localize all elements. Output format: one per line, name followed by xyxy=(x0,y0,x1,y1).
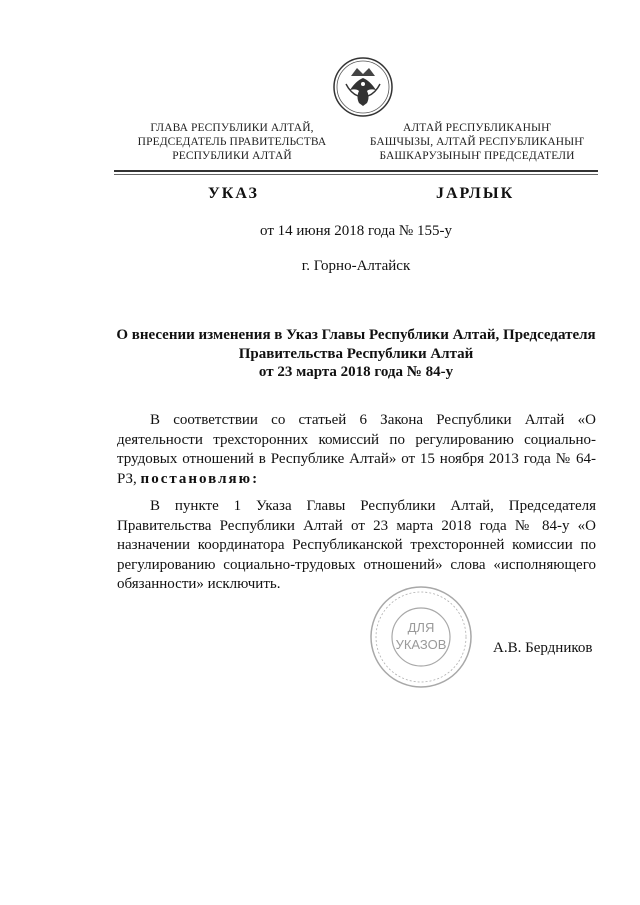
decree-title-line: от 23 марта 2018 года № 84-у xyxy=(258,364,454,380)
header-left-line: ПРЕДСЕДАТЕЛЬ ПРАВИТЕЛЬСТВА xyxy=(137,136,327,148)
header-right-line: БАШКАРУЗЫНЫҤ ПРЕДСЕДАТЕЛИ xyxy=(379,150,575,162)
decree-title-line: Правительства Республики Алтай xyxy=(238,345,474,362)
doc-type-altai: ЈАРЛЫК xyxy=(436,185,515,202)
stamp-seal xyxy=(369,585,473,689)
paragraph-preamble xyxy=(117,411,596,489)
decree-title xyxy=(100,326,612,382)
header-right-line: БАШЧЫЗЫ, АЛТАЙ РЕСПУБЛИКАНЫҤ xyxy=(369,136,585,148)
paragraph-main: В пункте 1 Указа Главы Республики Алтай, Председателя Правительства Республики Алтай от 23 марта 2018 года № 84-у «О назначении координатора Республиканской трехсторонней комиссии по регулированию социально-трудовых отношений» слова «исполняющего обязанности» исключить. xyxy=(117,498,596,592)
decree-city: г. Горно-Алтайск xyxy=(301,258,411,274)
header-left xyxy=(126,121,338,163)
stamp-line-2: УКАЗОВ xyxy=(395,637,447,652)
decree-date: от 14 июня 2018 года № 155-у xyxy=(260,223,452,239)
header-rule-thin xyxy=(114,174,598,175)
preamble-text: В соответствии со статьей 6 Закона Республики Алтай «О деятельности трехсторонних комиссий по регулированию социально-трудовых отношений в Республике Алтай» от 15 ноября 2013 года № 64-РЗ, xyxy=(117,412,596,487)
header-right-line: АЛТАЙ РЕСПУБЛИКАНЫҤ xyxy=(403,122,551,134)
resolution-word: постановляю: xyxy=(140,470,260,487)
emblem xyxy=(332,56,394,118)
decree-title-line: О внесении изменения в Указ Главы Республики Алтай, Председателя xyxy=(116,327,596,343)
signer-name: А.В. Бердников xyxy=(493,640,593,656)
header-right xyxy=(352,121,602,163)
header-left-line: ГЛАВА РЕСПУБЛИКИ АЛТАЙ, xyxy=(150,122,314,134)
doc-type-russian: УКАЗ xyxy=(208,185,259,202)
header-left-line: РЕСПУБЛИКИ АЛТАЙ xyxy=(172,150,292,162)
altai-republic-emblem-icon xyxy=(332,56,394,118)
stamp-line-1: ДЛЯ xyxy=(407,620,435,635)
header-rule xyxy=(114,170,598,172)
